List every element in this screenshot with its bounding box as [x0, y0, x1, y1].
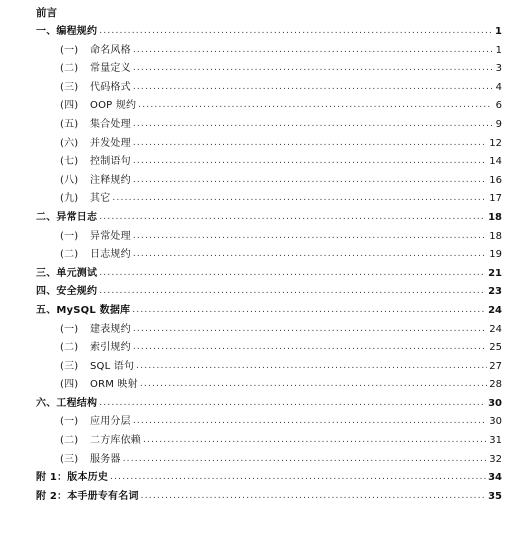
toc-entry-number: (一): [60, 230, 79, 242]
toc-entry-text: 应用分层: [90, 416, 131, 428]
toc-entry-number: (四): [60, 379, 79, 391]
toc-page-number: 24: [489, 323, 502, 335]
toc-entry-number: (一): [60, 44, 79, 56]
toc-entry-text: 建表规约: [90, 323, 131, 335]
toc-page-number: 35: [488, 490, 502, 502]
table-of-contents: [36, 23, 502, 506]
toc-entry-text: 二、异常日志: [36, 211, 98, 223]
toc-page-number: 4: [495, 81, 502, 93]
toc-dot-leader: [133, 320, 487, 339]
toc-dot-leader: [133, 41, 492, 60]
toc-page-number: 17: [489, 193, 502, 205]
toc-entry[interactable]: [36, 339, 502, 358]
toc-entry[interactable]: [36, 228, 502, 247]
toc-entry-text: 日志规约: [90, 249, 131, 261]
toc-entry-number: (五): [60, 118, 79, 130]
toc-entry-label: [60, 376, 138, 395]
toc-dot-leader: [133, 78, 492, 97]
toc-page-number: 30: [488, 397, 502, 409]
toc-entry-label: [36, 488, 139, 507]
toc-dot-leader: [123, 450, 488, 469]
toc-entry-text: 注释规约: [90, 174, 131, 186]
toc-dot-leader: [133, 59, 492, 78]
toc-entry-text: 一、编程规约: [36, 26, 98, 37]
toc-dot-leader: [110, 468, 486, 487]
toc-entry-label: [60, 135, 131, 154]
toc-dot-leader: [133, 134, 487, 153]
toc-entry-text: 四、安全规约: [36, 286, 98, 298]
toc-entry-number: (三): [60, 81, 79, 93]
toc-entry[interactable]: [36, 376, 502, 395]
toc-entry[interactable]: [36, 190, 502, 209]
toc-entry-label: [36, 302, 130, 321]
toc-entry[interactable]: [36, 488, 502, 507]
toc-entry-label: [60, 358, 134, 377]
toc-entry-number: (三): [60, 453, 79, 465]
toc-entry-label: [60, 339, 131, 358]
toc-entry-text: ORM 映射: [90, 379, 138, 391]
toc-dot-leader: [138, 96, 492, 115]
toc-entry-label: [60, 97, 136, 116]
toc-entry[interactable]: [36, 246, 502, 265]
toc-page-number: 6: [495, 100, 502, 112]
toc-page-number: 24: [488, 304, 502, 316]
toc-page-number: 9: [495, 118, 502, 130]
toc-entry-text: 五、MySQL 数据库: [36, 304, 131, 316]
toc-entry-label: [36, 265, 97, 284]
toc-dot-leader: [143, 431, 487, 450]
toc-page-number: 23: [488, 286, 502, 298]
toc-entry[interactable]: [36, 79, 502, 98]
toc-entry-label: [60, 246, 131, 265]
toc-entry-number: (四): [60, 100, 79, 112]
toc-dot-leader: [132, 301, 486, 320]
toc-page-number: 16: [489, 174, 502, 186]
toc-page-number: 25: [489, 342, 502, 354]
toc-entry-number: (一): [60, 416, 79, 428]
toc-entry-label: [60, 60, 131, 79]
toc-page-number: 27: [489, 360, 502, 372]
toc-entry[interactable]: [36, 23, 502, 42]
toc-entry-label: [60, 432, 141, 451]
toc-dot-leader: [99, 208, 486, 227]
toc-dot-leader: [133, 338, 487, 357]
toc-page-number: 30: [489, 416, 502, 428]
toc-entry-number: (八): [60, 174, 79, 186]
toc-dot-leader: [133, 152, 487, 171]
toc-entry-label: [60, 42, 131, 61]
toc-entry-text: 代码格式: [90, 81, 131, 93]
toc-dot-leader: [141, 487, 486, 506]
toc-entry[interactable]: [36, 209, 502, 228]
toc-page-number: 12: [489, 137, 502, 149]
toc-entry-label: [60, 172, 131, 191]
toc-entry[interactable]: [36, 451, 502, 470]
toc-entry-label: [36, 469, 108, 488]
toc-dot-leader: [133, 245, 487, 264]
toc-entry-text: 命名风格: [90, 44, 131, 56]
toc-entry-text: 六、工程结构: [36, 397, 98, 409]
toc-entry-text: 集合处理: [90, 118, 131, 130]
toc-dot-leader: [99, 22, 492, 41]
toc-entry-text: 并发处理: [90, 137, 131, 149]
toc-entry-text: 二方库依赖: [90, 435, 141, 447]
toc-page-number: 32: [489, 453, 502, 465]
toc-entry-number: (二): [60, 342, 79, 354]
toc-page-number: 18: [488, 211, 502, 223]
toc-page-number: 18: [489, 230, 502, 242]
toc-heading: 前言: [36, 7, 57, 19]
toc-entry[interactable]: [36, 283, 502, 302]
toc-page-number: 28: [489, 379, 502, 391]
toc-entry-text: 其它: [90, 193, 111, 205]
toc-dot-leader: [99, 282, 486, 301]
toc-entry[interactable]: [36, 302, 502, 321]
toc-entry-number: (七): [60, 156, 79, 168]
toc-page-number: 21: [488, 267, 502, 279]
toc-page-number: 1: [495, 26, 502, 37]
toc-entry-text: 索引规约: [90, 342, 131, 354]
toc-entry-text: 控制语句: [90, 156, 131, 168]
toc-entry-label: [36, 395, 97, 414]
toc-entry-label: [60, 451, 121, 470]
toc-entry-label: [60, 79, 131, 98]
toc-page-number: 3: [495, 63, 502, 75]
toc-entry-label: [36, 283, 97, 302]
toc-dot-leader: [140, 375, 487, 394]
toc-entry-number: (六): [60, 137, 79, 149]
toc-entry-number: (二): [60, 249, 79, 261]
toc-entry-number: (九): [60, 193, 79, 205]
toc-entry[interactable]: [36, 413, 502, 432]
toc-entry[interactable]: [36, 172, 502, 191]
toc-entry[interactable]: [36, 135, 502, 154]
toc-dot-leader: [133, 412, 487, 431]
toc-dot-leader: [99, 394, 486, 413]
toc-entry[interactable]: [36, 265, 502, 284]
toc-entry-text: 附 1：版本历史: [36, 472, 109, 484]
toc-dot-leader: [99, 264, 486, 283]
toc-page-number: 19: [489, 249, 502, 261]
toc-entry-label: [60, 228, 131, 247]
toc-entry-text: OOP 规约: [90, 100, 137, 112]
toc-entry[interactable]: [36, 60, 502, 79]
toc-entry-text: 常量定义: [90, 63, 131, 75]
toc-entry-text: 异常处理: [90, 230, 131, 242]
toc-entry-number: (二): [60, 435, 79, 447]
toc-entry-number: (二): [60, 63, 79, 75]
toc-entry[interactable]: [36, 432, 502, 451]
toc-entry-label: [36, 23, 97, 42]
toc-page-number: 34: [488, 472, 502, 484]
toc-entry-text: 三、单元测试: [36, 267, 98, 279]
toc-entry[interactable]: [36, 42, 502, 61]
toc-entry-text: SQL 语句: [90, 360, 135, 372]
toc-entry-number: (三): [60, 360, 79, 372]
toc-entry[interactable]: [36, 395, 502, 414]
toc-dot-leader: [133, 171, 487, 190]
toc-entry-label: [60, 116, 131, 135]
toc-entry[interactable]: [36, 97, 502, 116]
toc-entry-label: [60, 413, 131, 432]
toc-entry-number: (一): [60, 323, 79, 335]
toc-entry[interactable]: [36, 469, 502, 488]
toc-entry-label: [60, 321, 131, 340]
toc-entry-text: 附 2：本手册专有名词: [36, 490, 139, 502]
toc-entry[interactable]: [36, 116, 502, 135]
toc-dot-leader: [112, 189, 487, 208]
toc-page-number: 14: [489, 156, 502, 168]
toc-dot-leader: [133, 227, 487, 246]
toc-entry-label: [36, 209, 97, 228]
toc-entry-label: [60, 190, 110, 209]
toc-entry[interactable]: [36, 358, 502, 377]
toc-entry-text: 服务器: [90, 453, 121, 465]
toc-dot-leader: [133, 115, 492, 134]
toc-dot-leader: [136, 357, 487, 376]
toc-page-number: 31: [489, 435, 502, 447]
toc-page-number: 1: [495, 44, 502, 56]
toc-entry[interactable]: [36, 321, 502, 340]
toc-entry[interactable]: [36, 153, 502, 172]
toc-entry-label: [60, 153, 131, 172]
